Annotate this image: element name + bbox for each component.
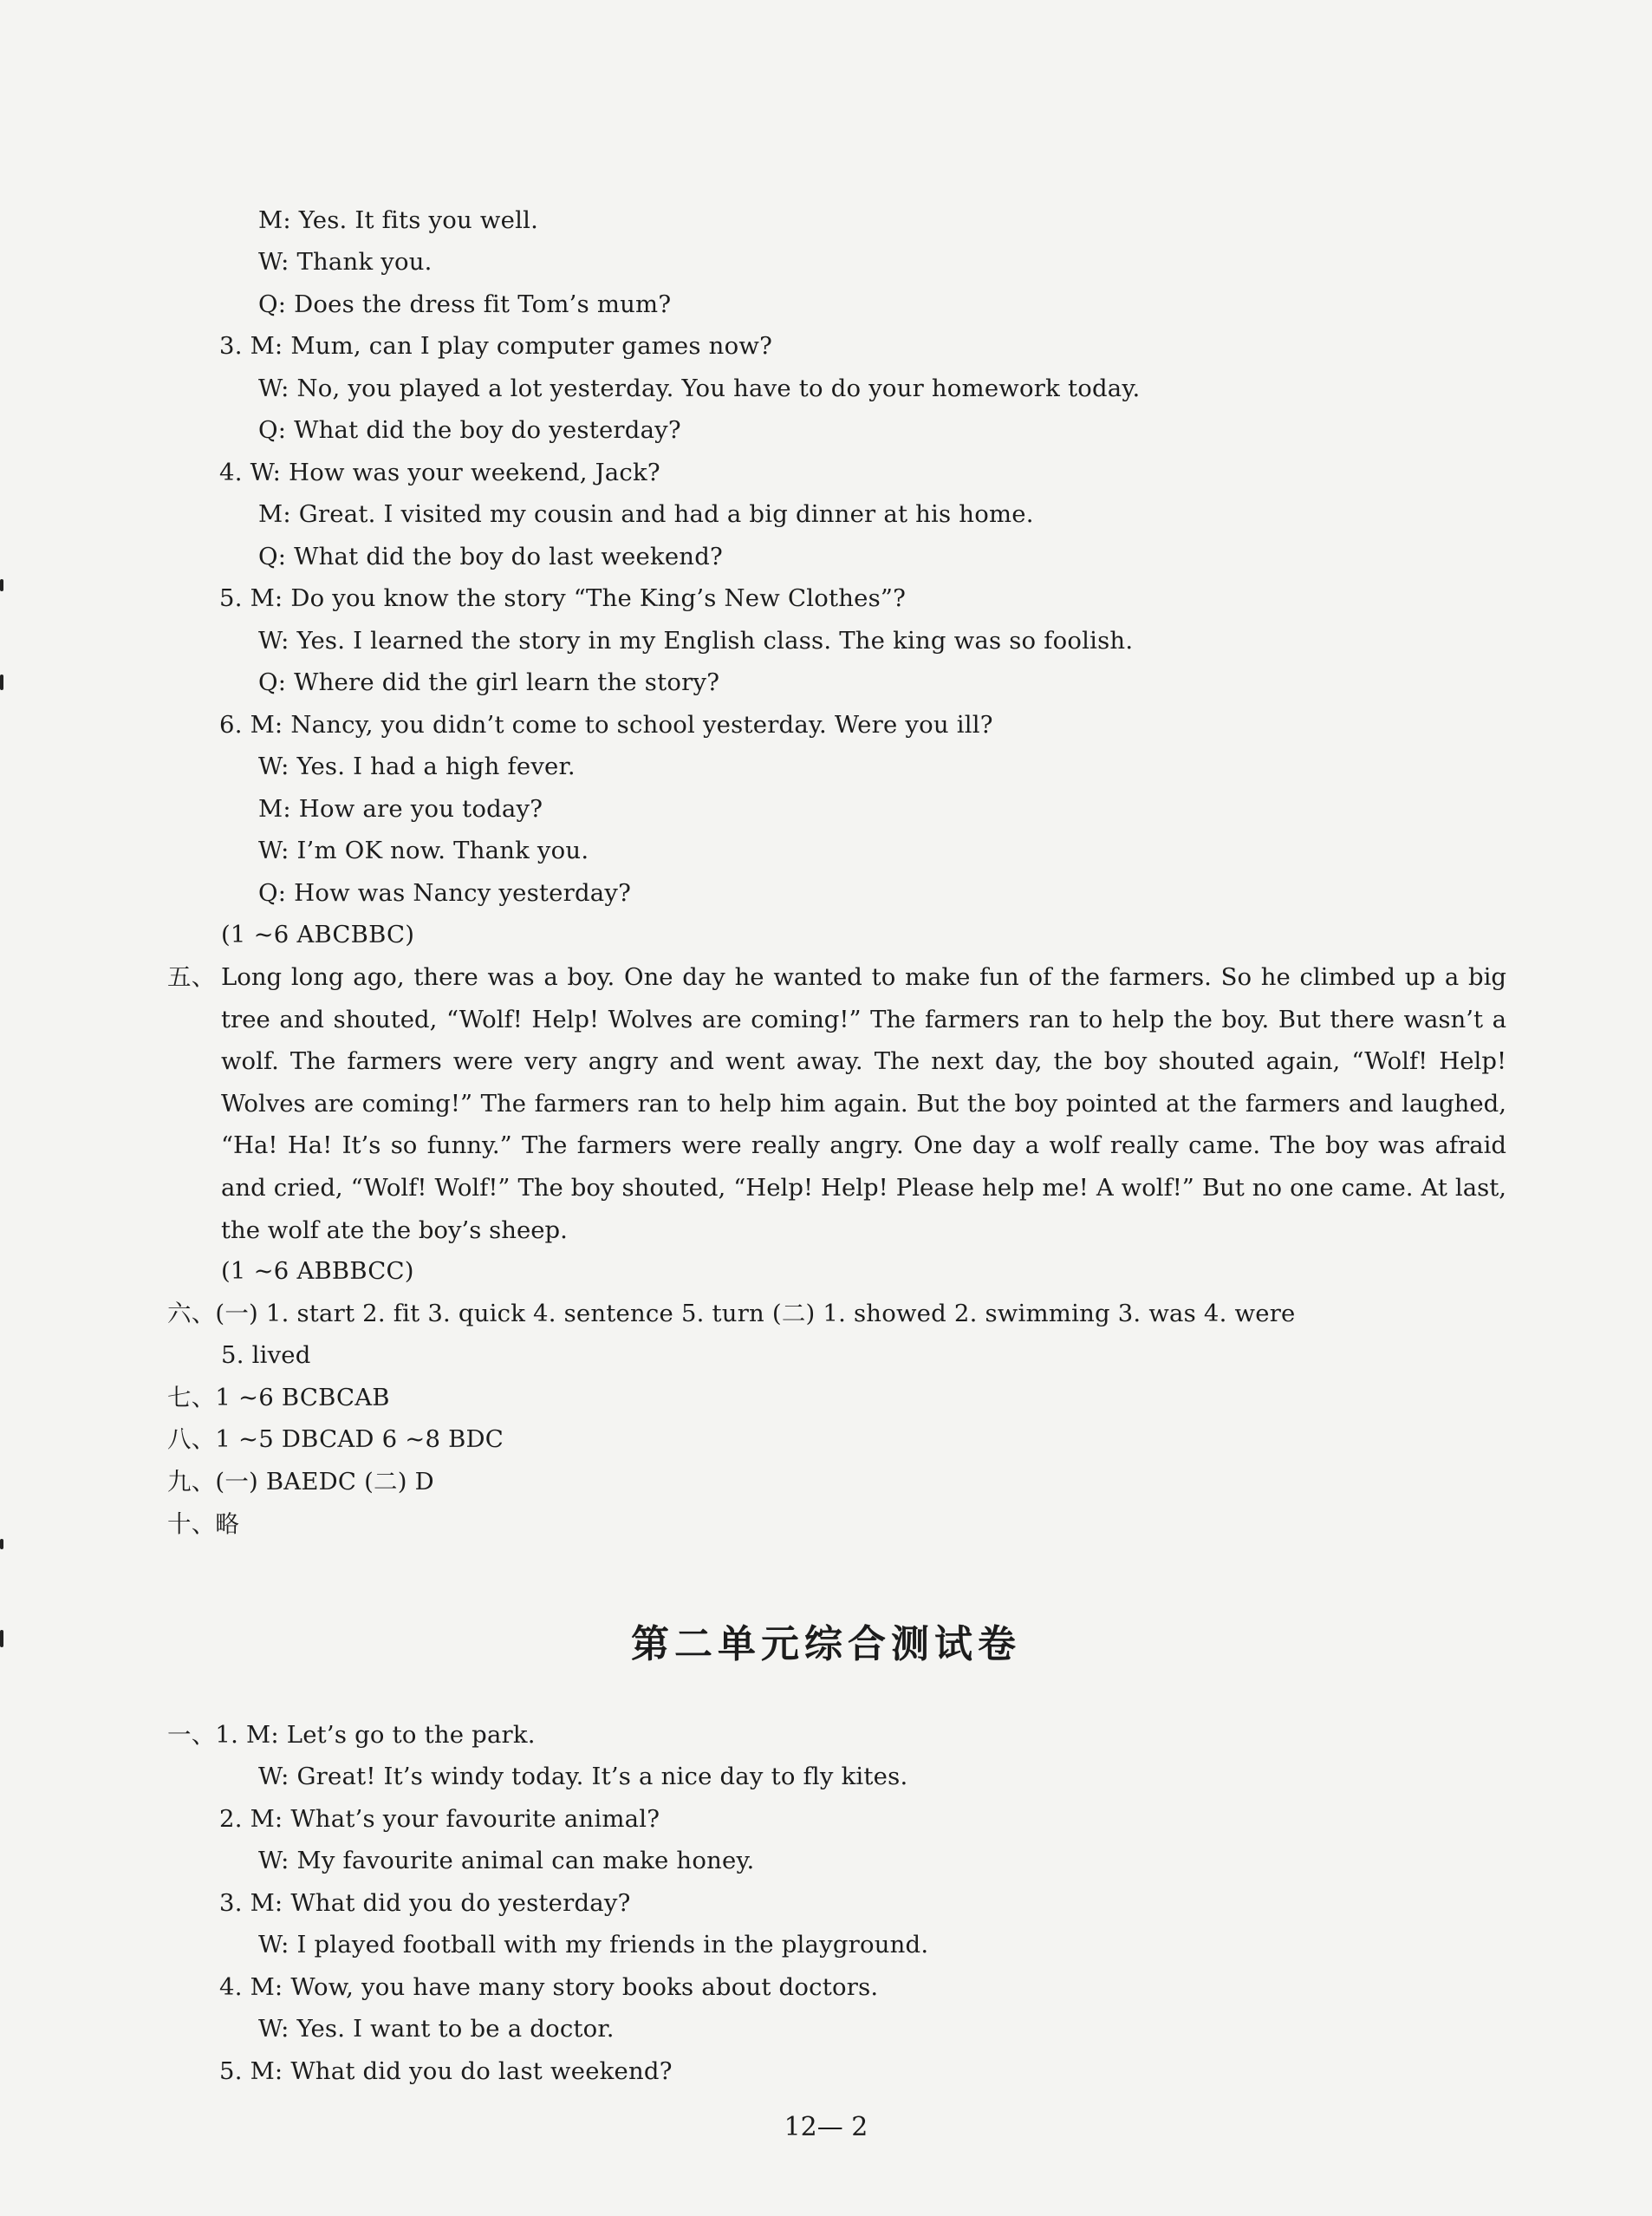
transcript-line: W: Yes. I had a high fever. [258,753,576,780]
answer-key: (1 ~6 ABCBBC) [221,921,415,948]
transcript-line: M: How are you today? [258,795,543,823]
transcript-line: W: I played football with my friends in the playground. [258,1931,929,1959]
transcript-line: Q: What did the boy do last weekend? [258,543,723,570]
scan-mark [0,675,3,690]
transcript-line: 2. M: What’s your favourite animal? [219,1805,660,1833]
answer-line: 5. lived [221,1341,311,1369]
answer-line: 七、1 ~6 BCBCAB [167,1384,390,1411]
transcript-line: W: Yes. I want to be a doctor. [258,2015,615,2043]
transcript-line: Q: What did the boy do yesterday? [258,416,681,444]
answer-line: 六、(一) 1. start 2. fit 3. quick 4. sentence 5. turn (二) 1. showed 2. swimming 3. was 4. were [167,1300,1296,1327]
transcript-line: 4. W: How was your weekend, Jack? [219,459,660,486]
transcript-line: 一、1. M: Let’s go to the park. [167,1721,536,1749]
answer-line: 十、略 [167,1510,240,1538]
answer-line: 九、(一) BAEDC (二) D [167,1468,434,1496]
transcript-line: 6. M: Nancy, you didn’t come to school yesterday. Were you ill? [219,711,993,739]
answer-line: 八、1 ~5 DBCAD 6 ~8 BDC [167,1425,504,1453]
transcript-line: W: Thank you. [258,248,433,276]
transcript-line: 4. M: Wow, you have many story books about doctors. [219,1973,879,2001]
answer-key: (1 ~6 ABBBCC) [221,1257,414,1285]
scan-mark [0,579,3,591]
transcript-line: W: My favourite animal can make honey. [258,1847,755,1874]
unit-title: 第二单元综合测试卷 [631,1622,1021,1666]
transcript-line: 3. M: What did you do yesterday? [219,1889,631,1917]
section-label: 五、 [167,963,216,991]
transcript-line: M: Yes. It fits you well. [258,206,539,234]
transcript-line: W: I’m OK now. Thank you. [258,837,589,864]
transcript-line: M: Great. I visited my cousin and had a big dinner at his home. [258,500,1034,528]
transcript-line: Q: Where did the girl learn the story? [258,668,720,696]
transcript-line: Q: How was Nancy yesterday? [258,879,632,907]
transcript-line: W: No, you played a lot yesterday. You have to do your homework today. [258,375,1141,402]
story-paragraph: Long long ago, there was a boy. One day he wanted to make fun of the farmers. So he climbed up a big tree and shouted, “Wolf! Help! Wolves are coming!” The farmers ran to help the boy. But there wasn’t a wolf. The farmers were very angry and went away. The next day, the boy shouted again, “Wolf! Help! Wolves are coming!” The farmers ran to help him again. But the boy pointed at the farmers and laughed, “Ha! Ha! It’s so funny.” The farmers were really angry. One day a wolf really came. The boy was afraid and cried, “Wolf! Wolf!” The boy shouted, “Help! Help! Please help me! A wolf!” But no one came. At last, the wolf ate the boy’s sheep. [221,963,1506,1244]
transcript-line: 5. M: What did you do last weekend? [219,2057,673,2085]
transcript-line: 5. M: Do you know the story “The King’s New Clothes”? [219,584,907,612]
transcript-line: Q: Does the dress fit Tom’s mum? [258,290,672,318]
transcript-line: W: Great! It’s windy today. It’s a nice day to fly kites. [258,1763,908,1790]
transcript-line: W: Yes. I learned the story in my English class. The king was so foolish. [258,627,1134,655]
page-number: 12— 2 [784,2112,868,2142]
scan-mark [0,1539,3,1549]
transcript-line: 3. M: Mum, can I play computer games now? [219,332,773,360]
